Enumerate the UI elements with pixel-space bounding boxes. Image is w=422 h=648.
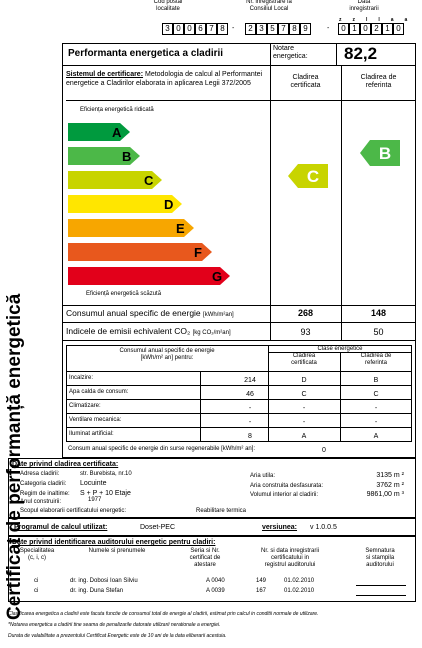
- class-letter-a: A: [112, 125, 122, 140]
- breakdown-head-classes: Clase energetice: [317, 346, 363, 352]
- ref-class-letter: B: [378, 144, 392, 163]
- aria-utila: 3135 m ²: [376, 472, 404, 479]
- breakdown-row-cert: -: [302, 405, 306, 412]
- date-format-letters: z z l l a a: [339, 17, 413, 23]
- digit-box: 0: [173, 23, 184, 35]
- consum-ref: 148: [370, 308, 387, 318]
- ref-class-arrow: [360, 140, 400, 166]
- eff-high-label: Eficiența energetică ridicată: [80, 107, 154, 113]
- auditor-header: Seria si Nr. certificat de atestare: [189, 548, 221, 568]
- sistem-certificare: [66, 70, 268, 88]
- signature-line: [356, 585, 406, 586]
- signature-line: [356, 595, 406, 596]
- digit-box: 5: [267, 23, 278, 35]
- row-line: [66, 399, 412, 400]
- digit-box: 7: [278, 23, 289, 35]
- aria-constr: 3762 m ²: [376, 482, 404, 489]
- program-name: Doset-PEC: [140, 524, 176, 531]
- adresa-label: Adresa cladirii:: [20, 471, 60, 477]
- versiune-label: versiunea:: [262, 524, 298, 531]
- breakdown-head-left: Consumul anual specific de energie [kWh/m² an] pentru:: [119, 348, 215, 361]
- emisii-label-text: Indicele de emisii echivalent CO₂: [66, 326, 191, 336]
- col-cert-label: Cladirea certificata: [290, 74, 321, 89]
- aria-utila-label: Aria utila:: [250, 473, 276, 479]
- class-bar-g: [68, 267, 230, 285]
- vertical-title: Certificat de performanță energetică: [4, 293, 25, 620]
- scop-label: Scopul elaborarii certificatului energetic:: [20, 508, 127, 514]
- digit-box: 8: [217, 23, 228, 35]
- footnote: Clasificarea energetica a cladirii este facuta functie de consumul total de energie al cladirii, estimat prin calcul in conditii normale de utilizare.: [8, 611, 319, 617]
- breakdown-row-cert: C: [301, 391, 307, 398]
- breakdown-head-cert: Cladirea certificata: [291, 353, 317, 366]
- auditor-data: 01.02.2010: [284, 588, 315, 594]
- breakdown-row-value: 46: [246, 391, 254, 398]
- auditor-nr: 167: [256, 588, 267, 594]
- nota-value: 82,2: [344, 44, 378, 63]
- volum-label: Volumul interior al cladirii:: [250, 492, 319, 498]
- class-letter-g: G: [212, 269, 223, 284]
- separator-dash: -: [327, 25, 330, 32]
- auditor-seria: A 0039: [206, 588, 225, 594]
- program-label: Programul de calcul utilizat:: [14, 524, 108, 531]
- cod-postal-label: Cod postal localitate: [153, 0, 183, 12]
- digit-box: 3: [162, 23, 173, 35]
- nota-label: Notare energetica:: [273, 45, 308, 60]
- col-ref-label: Cladirea de referinta: [360, 74, 397, 89]
- renew-value: 0: [322, 447, 326, 454]
- breakdown-row-value: 8: [248, 433, 252, 440]
- regim-label: Regim de inaltime:: [20, 491, 70, 497]
- breakdown-row-ref: -: [374, 405, 378, 412]
- consum-label-text: Consumul anual specific de energie: [66, 308, 201, 318]
- auditor-name: dr. ing. Dobosi Ioan Silviu: [70, 578, 138, 584]
- digit-box: 0: [184, 23, 195, 35]
- breakdown-row-label: Incalzire:: [69, 375, 94, 381]
- breakdown-row-cert: -: [302, 419, 306, 426]
- categoria: Locuinte: [80, 480, 107, 487]
- sistem-label: Sistemul de certificare:: [66, 71, 144, 78]
- digit-box: 1: [382, 23, 393, 35]
- cert-class-arrow: [288, 164, 328, 188]
- auditor-header: Specialitatea (c, i, c): [19, 548, 55, 561]
- breakdown-row-cert: A: [301, 433, 307, 440]
- breakdown-row-label: Climatizare:: [69, 403, 101, 409]
- digit-box: 8: [289, 23, 300, 35]
- breakdown-row-label: Ventilare mecanica:: [69, 417, 122, 423]
- class-bar-f: [68, 243, 212, 261]
- class-letter-c: C: [144, 173, 154, 188]
- emisii-unit: [kg CO₂/m²an]: [192, 330, 231, 336]
- an-label: Anul construirii:: [20, 499, 62, 505]
- digit-box: 0: [360, 23, 371, 35]
- adresa: str. Burebista, nr.10: [80, 471, 132, 477]
- emisii-cert: 93: [300, 327, 311, 337]
- digit-box: 9: [300, 23, 311, 35]
- renew-label: Consum anual specific de energie din surse regenerabile [kWh/m² an]:: [68, 446, 256, 452]
- row-line: [66, 413, 412, 414]
- volum: 9861,00 m ³: [366, 491, 404, 498]
- breakdown-row-label: Iluminat artificial:: [69, 431, 114, 437]
- breakdown-head-ref: Cladirea de referinta: [360, 353, 392, 366]
- breakdown-row-value: 214: [244, 377, 256, 384]
- breakdown-row-ref: B: [373, 377, 379, 384]
- consum-unit: [kWh/m²an]: [203, 312, 234, 318]
- digit-box: 3: [256, 23, 267, 35]
- auditor-seria: A 0040: [206, 578, 225, 584]
- breakdown-row-ref: A: [373, 433, 379, 440]
- eff-low-label: Eficiență energetică scăzută: [86, 291, 162, 297]
- breakdown-row-ref: C: [373, 391, 379, 398]
- breakdown-row-label: Apa calda de consum:: [69, 389, 129, 395]
- breakdown-row-cert: D: [301, 377, 307, 384]
- digit-box: 2: [245, 23, 256, 35]
- sistem-text: Metodologia de calcul al Performantei energetice a Cladirilor elaborata in aplicarea Legii 372/2005: [66, 71, 263, 87]
- consum-cert: 268: [297, 308, 314, 318]
- performance-title: Performanta energetica a cladirii: [68, 48, 224, 59]
- digit-box: 0: [393, 23, 404, 35]
- building-title: Date privind cladirea certificata:: [12, 461, 119, 468]
- digit-box: 0: [338, 23, 349, 35]
- class-letter-b: B: [122, 149, 132, 164]
- class-letter-e: E: [176, 221, 185, 236]
- emisii-label: [66, 326, 231, 337]
- digit-box: 6: [195, 23, 206, 35]
- class-letter-d: D: [164, 197, 174, 212]
- row-line: [66, 385, 412, 386]
- auditor-nr: 149: [256, 578, 267, 584]
- auditor-header: Numele si prenumele: [88, 548, 146, 554]
- separator-dash: -: [232, 25, 235, 32]
- scop: Reabilitare termica: [196, 508, 247, 514]
- data-inregistrarii-label: Data inregistrarii: [349, 0, 379, 12]
- auditors-title: Date privind identificarea auditorului energetic pentru cladiri:: [12, 539, 216, 546]
- auditor-spec: ci: [34, 588, 39, 594]
- digit-box: 1: [349, 23, 360, 35]
- footnote: *Notarea energetica a cladirii tine seama de penalizarile datorate utilizarii nerationale a energiei.: [8, 622, 221, 628]
- versiune: v 1.0.0.5: [310, 524, 337, 531]
- auditor-header: Semnatura si stampila auditorului: [365, 548, 395, 568]
- an: 1977: [88, 497, 102, 503]
- breakdown-row-ref: -: [374, 419, 378, 426]
- row-line: [66, 427, 412, 428]
- row-line: [66, 371, 412, 372]
- breakdown-row-value: -: [248, 419, 252, 426]
- regim: S + P + 10 Etaje: [80, 490, 131, 497]
- energy-class-scale: [64, 115, 269, 290]
- auditor-name: dr. ing. Duna Stefan: [70, 588, 124, 594]
- categoria-label: Categoria cladirii:: [20, 481, 67, 487]
- digit-box: 7: [206, 23, 217, 35]
- digit-box: 2: [371, 23, 382, 35]
- consum-label: [66, 308, 234, 319]
- footnote: Durata de valabilitate a prezentului Certificat Energetic este de 10 ani de la data eliberarii acestuia.: [8, 633, 227, 639]
- cert-class-letter: C: [306, 167, 320, 186]
- nr-inregistrare-label: Nr. inregistrare la Consiliul Local: [246, 0, 292, 12]
- breakdown-row-value: -: [248, 405, 252, 412]
- auditor-data: 01.02.2010: [284, 578, 315, 584]
- aria-constr-label: Aria construita desfasurata:: [250, 483, 324, 489]
- auditor-spec: ci: [34, 578, 39, 584]
- emisii-ref: 50: [373, 327, 384, 337]
- auditor-header: Nr. si data inregistrarii certificatului in registrul auditorului: [260, 548, 320, 568]
- class-letter-f: F: [194, 245, 202, 260]
